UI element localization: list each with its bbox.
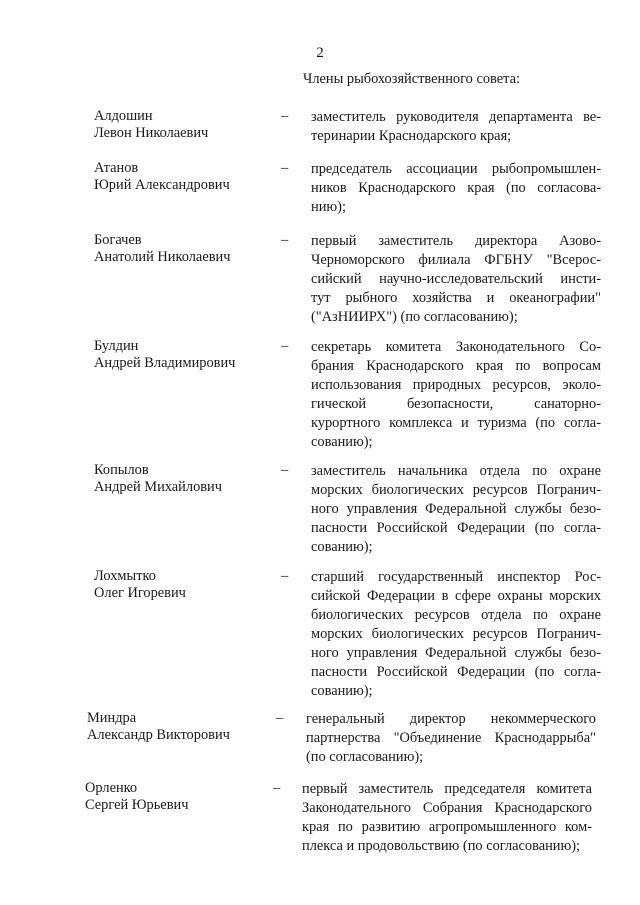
position-line: первый заместитель директора Азово- [311,233,601,249]
member-given-name: Анатолий Николаевич [94,249,231,265]
position-line: пасности Российской Федерации (по согла- [311,664,601,680]
member-name [94,232,274,266]
position-line: председатель ассоциации рыбопромышлен- [311,161,601,177]
position-line: ного управления Федеральной службы безо- [311,501,601,517]
member-name [94,108,274,142]
member-name [94,338,274,372]
position-line: сованию); [311,539,373,555]
member-position [302,780,592,856]
member-position [306,710,596,767]
member-surname: Богачев [94,232,142,248]
member-given-name: Олег Игоревич [94,585,186,601]
member-surname: Лохмытко [94,568,156,584]
position-line: сийский научно-исследовательский инсти- [311,271,601,287]
page-number: 2 [316,45,324,61]
member-given-name: Андрей Владимирович [94,355,236,371]
position-line: края по развитию агропромышленного ком- [302,819,592,835]
position-line: биологических ресурсов отдела по охране [311,607,601,623]
position-line: плекса и продовольствию (по согласованию); [302,838,581,854]
position-line: брания Краснодарского края по вопросам [311,358,601,374]
position-line: ("АзНИИРХ") (по согласованию); [311,309,518,325]
dash-separator: – [281,232,289,248]
member-surname: Копылов [94,462,149,478]
position-line: Законодательного Собрания Краснодарского [302,800,592,816]
member-given-name: Александр Викторович [87,727,230,743]
position-line: сованию); [311,434,373,450]
position-line: тут рыбного хозяйства и океанографии" [311,290,601,306]
dash-separator: – [281,568,289,584]
position-line: секретарь комитета Законодательного Со- [311,339,601,355]
position-line: сованию); [311,683,373,699]
member-name [85,780,265,814]
position-line: партнерства "Объединение Краснодаррыба" [306,730,596,746]
member-name [87,710,267,744]
position-line: курортного комплекса и туризма (по согла- [311,415,601,431]
dash-separator: – [273,780,281,796]
position-line: морских биологических ресурсов Погранич- [311,482,601,498]
position-line: старший государственный инспектор Рос- [311,569,601,585]
member-position [311,568,601,701]
position-line: ников Краснодарского края (по согласова- [311,180,601,196]
position-line: генеральный директор некоммерческого [306,711,596,727]
position-line: гической безопасности, санаторно- [311,396,601,412]
member-surname: Миндра [87,710,137,726]
member-position [311,108,601,146]
member-given-name: Сергей Юрьевич [85,797,189,813]
member-position [311,338,601,452]
position-line: нию); [311,199,346,215]
position-line: (по согласованию); [306,749,424,765]
position-line: ного управления Федеральной службы безо- [311,645,601,661]
position-line: пасности Российской Федерации (по согла- [311,520,601,536]
position-line: использования природных ресурсов, эколо- [311,377,601,393]
position-line: теринарии Краснодарского края; [311,128,512,144]
member-surname: Атанов [94,160,139,176]
position-line: сийской Федерации в сфере охраны морских [311,588,601,604]
dash-separator: – [281,338,289,354]
dash-separator: – [276,710,284,726]
document-heading: Члены рыбохозяйственного совета: [303,71,520,87]
member-surname: Булдин [94,338,139,354]
position-line: первый заместитель председателя комитета [302,781,592,797]
member-given-name: Левон Николаевич [94,125,209,141]
member-surname: Алдошин [94,108,153,124]
member-surname: Орленко [85,780,138,796]
dash-separator: – [281,160,289,176]
member-name [94,568,274,602]
member-name [94,160,274,194]
position-line: морских биологических ресурсов Погранич- [311,626,601,642]
position-line: заместитель начальника отдела по охране [311,463,601,479]
dash-separator: – [281,462,289,478]
member-position [311,462,601,557]
position-line: заместитель руководителя департамента ве- [311,109,601,125]
position-line: Черноморского филиала ФГБНУ "Всерос- [311,252,601,268]
member-given-name: Андрей Михайлович [94,479,222,495]
dash-separator: – [281,108,289,124]
member-name [94,462,274,496]
member-position [311,232,601,327]
member-position [311,160,601,217]
member-given-name: Юрий Александрович [94,177,230,193]
